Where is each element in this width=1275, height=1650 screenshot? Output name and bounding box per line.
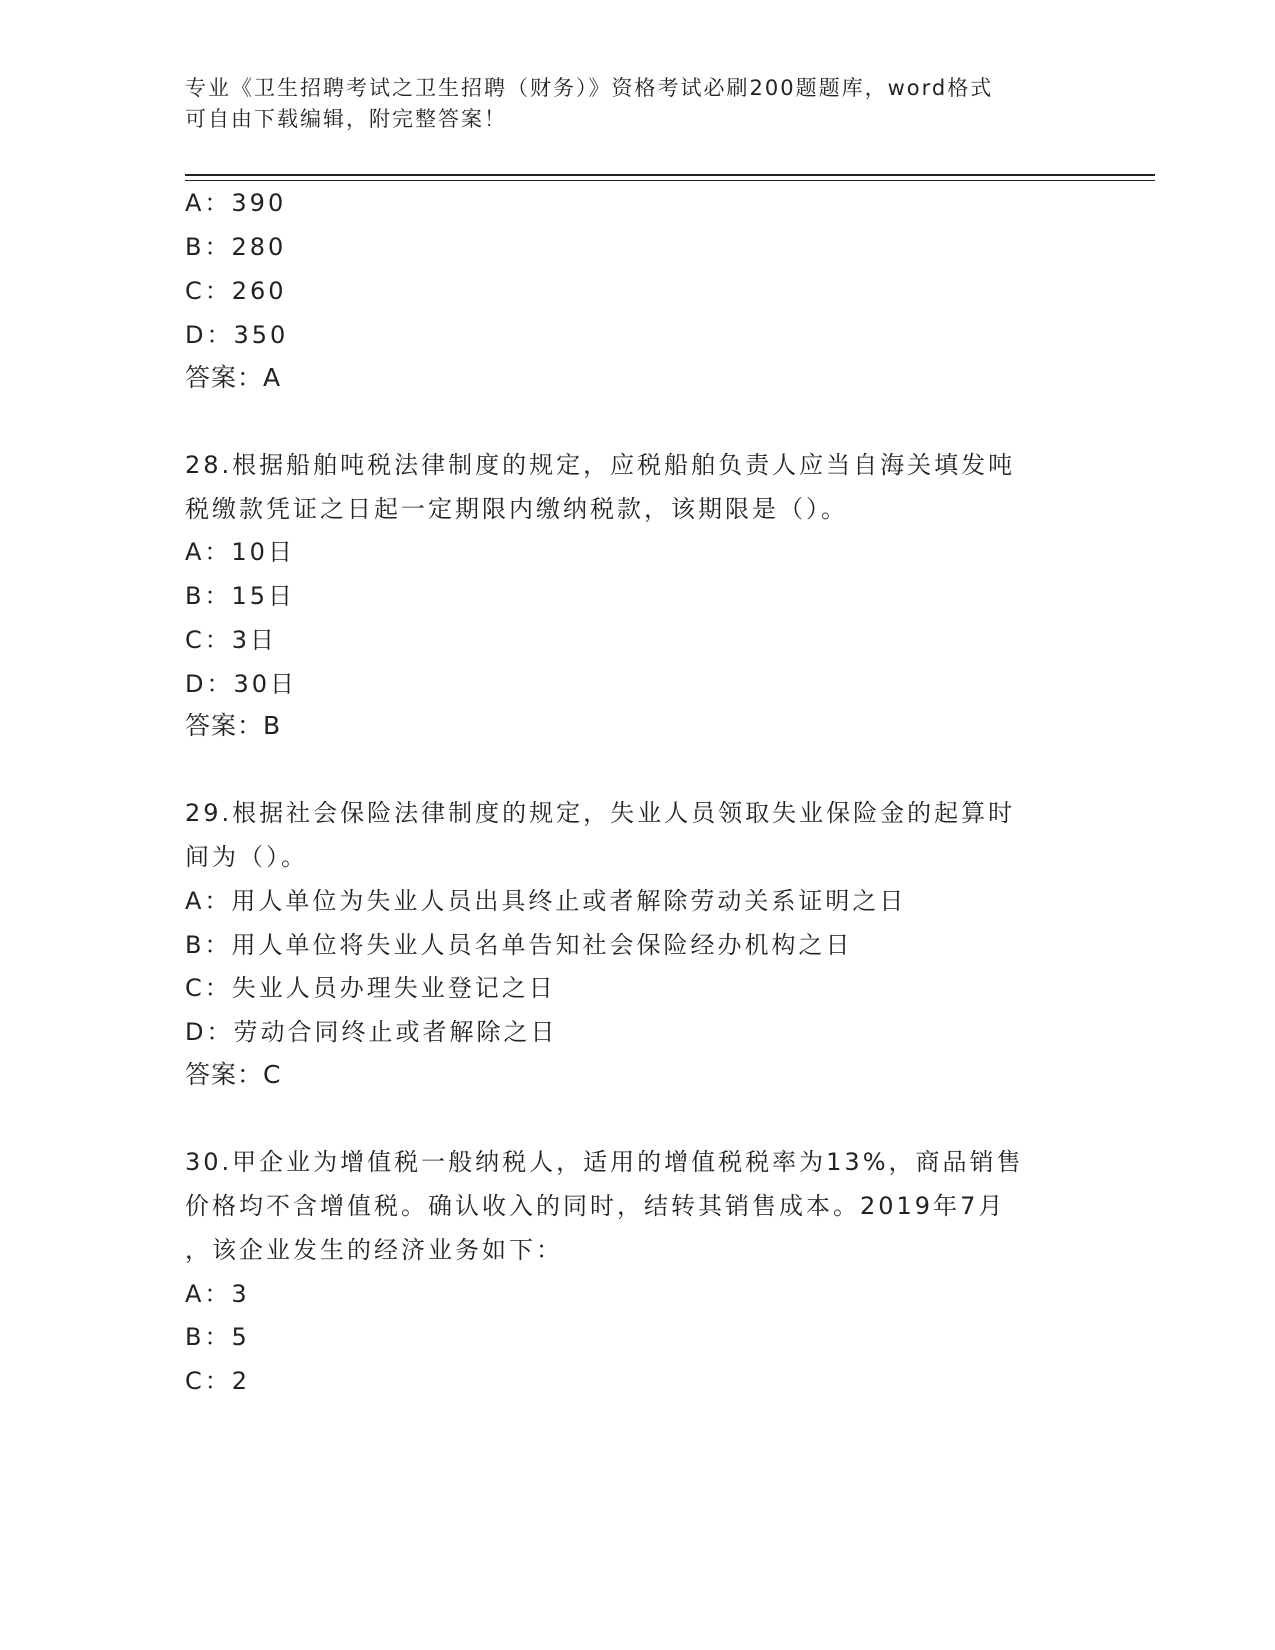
q28-option-a: A：10日 — [185, 538, 295, 566]
q29-option-b: B：用人单位将失业人员名单告知社会保险经办机构之日 — [185, 931, 853, 959]
q28-option-b: B：15日 — [185, 582, 296, 610]
q27-option-a: A：390 — [185, 189, 287, 217]
q30-stem-line-2: 价格均不含增值税。确认收入的同时，结转其销售成本。2019年7月 — [185, 1192, 1006, 1220]
q28-stem-line-1: 28.根据船舶吨税法律制度的规定，应税船舶负责人应当自海关填发吨 — [185, 451, 1016, 479]
q27-option-b: B：280 — [185, 233, 287, 261]
q28-option-c: C：3日 — [185, 626, 278, 654]
q30-option-a: A：3 — [185, 1280, 250, 1308]
q27-answer: 答案：A — [185, 363, 282, 392]
q27-option-d: D：350 — [185, 321, 289, 349]
q30-stem-line-3: ，该企业发生的经济业务如下： — [185, 1236, 563, 1264]
q29-option-d: D：劳动合同终止或者解除之日 — [185, 1018, 558, 1046]
q29-option-c: C：失业人员办理失业登记之日 — [185, 974, 556, 1002]
q30-option-b: B：5 — [185, 1323, 250, 1351]
q28-option-d: D：30日 — [185, 670, 298, 698]
q29-stem-line-2: 间为（）。 — [185, 843, 308, 871]
header-title-line-1: 专业《卫生招聘考试之卫生招聘（财务）》资格考试必刷200题题库，word格式 — [185, 76, 994, 100]
q29-answer: 答案：C — [185, 1060, 282, 1089]
q28-stem-line-2: 税缴款凭证之日起一定期限内缴纳税款，该期限是（）。 — [185, 495, 848, 523]
header-rule-thick — [185, 174, 1155, 176]
q28-answer: 答案：B — [185, 711, 282, 740]
q29-option-a: A：用人单位为失业人员出具终止或者解除劳动关系证明之日 — [185, 887, 907, 915]
q29-stem-line-1: 29.根据社会保险法律制度的规定，失业人员领取失业保险金的起算时 — [185, 799, 1016, 827]
q30-option-c: C：2 — [185, 1367, 251, 1395]
q27-option-c: C：260 — [185, 277, 287, 305]
q30-stem-line-1: 30.甲企业为增值税一般纳税人，适用的增值税税率为13%，商品销售 — [185, 1148, 1024, 1176]
header-title-line-2: 可自由下载编辑，附完整答案！ — [185, 107, 507, 131]
document-header — [185, 73, 1065, 135]
header-rule-thin — [185, 180, 1155, 181]
